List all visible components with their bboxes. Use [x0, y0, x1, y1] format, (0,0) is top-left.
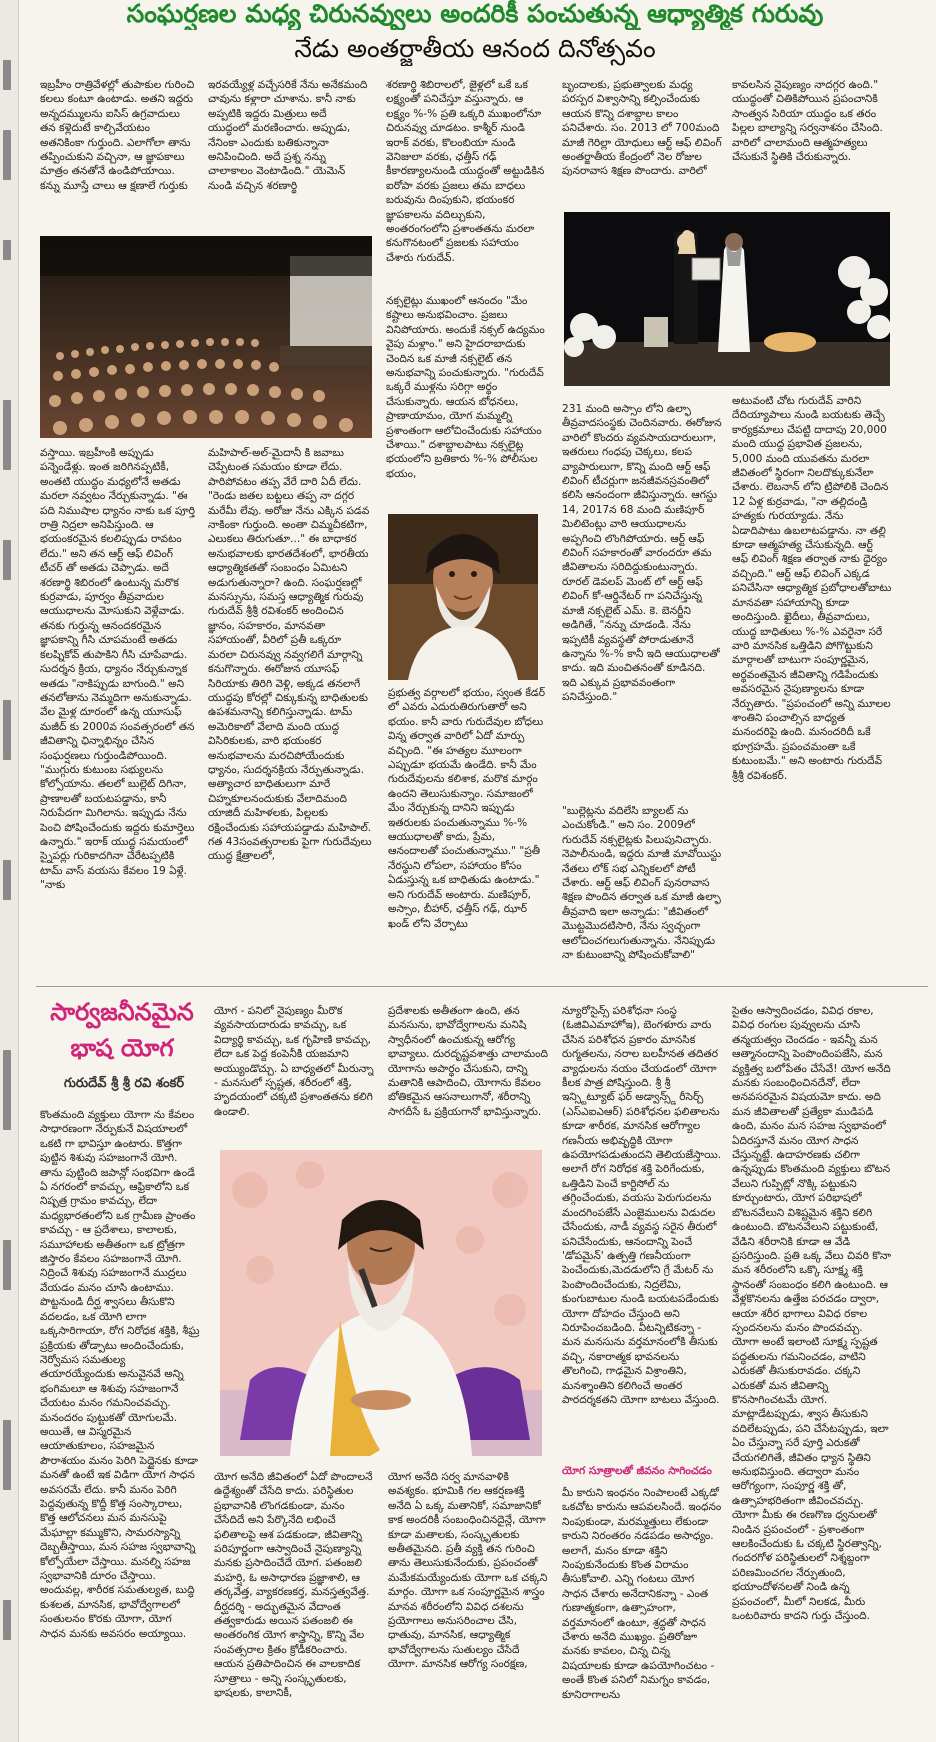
headline-sub: నేడు అంతర్జాతీయ ఆనంద దినోత్సవం	[294, 34, 656, 63]
yoga-column-2-top: యోగ - పనిలో నైపుణ్యం మీరొక వ్యవసాయదారుడు కావచ్చు, ఒక విద్యార్థి కావచ్చు, ఒక గృహిణి కావచ్చు, లేదా ఒక పెద్ద కంపెనీకి యజమాని అయ్యుండొచ్చు. ఏ బాధ్యతలో మీరున్నా - మనసులో స్పష్టత, శరీరంలో శక్తి, హృదయంలో చక్కటి ప్రశాంతతను కలిగి ఉండాలి.	[214, 1005, 374, 1118]
yoga-article-byline: గురుదేవ్ శ్రీ శ్రీ రవి శంకర్	[63, 1076, 185, 1091]
yoga-column-1: కొంతమంది వ్యక్తులు యోగా ను కేవలం సాధారణంగా నేర్పుకునే విషయాలలో ఒకటి గా భావిస్తూ ఉంటారు. కొత్తగా పుట్టిన శిశువు సహజంగానే యోగి. తాను పుట్టింది జపాన్లో సంభవిగా ఉండే ఏ నగరంలో కావచ్చు, ఆఫ్రికాలోని ఒక నిష్పత్ర గ్రామం కావచ్చు, లేదా మధ్యభారతంలోని ఒక గ్రామీణ ప్రాంతం కావచ్చు - ఆ ప్రదేశాలు, కాలాలకు, సమూహాలకు అతీతంగా ఒక ట్రోత్రగా జిస్తారం కేవలం సహజంగానే యోగి. నిద్రించే శిశువు సహజంగానే ముద్రలు వేయడం మనం చూసి ఉంటాము. పొట్టనుండి దీర్ఘ శ్వాసలు తీసుకొని వదలడం, ఒక యోగి లాగా ఒక్కసారిగాయా, రోగ నిరోధక శక్తికి, శీఘ్ర ప్రక్రియకు తోడ్పాటు అందించేందుకు, నెర్వోమస సమతుల్య తయారయ్యేందుకు అనువైనవే అన్ని భంగిమలూ ఆ శిశువు సహజంగానే చేయటం మనం గమనించవచ్చు. మనందరం పుట్టుకతో యోగులమే. అయితే, ఆ విస్మరమైన ఆయాతుకూలం, సహజమైన పౌరాశయం మనం పెరిగి పెద్దైనకు కూడా మనతో ఉంటే ఇక విడిగా యోగ సాధన అవసరమే లేదు. కానీ మనం పెరిగి పెద్దవుతున్న కొద్దీ కొత్త సంస్కారాలు, కొత్త ఆలోచనలు మన మనసుపై మేఘాల్లా కమ్ముకొని, సామరస్యాన్ని దెబ్బతీస్తాయి, మన సహజ స్వభావాన్ని కోల్పోయేలా చేస్తాయి. మనల్ని సహజ స్వభావానికి దూరం చేస్తాయి. అందువల్ల, శారీరక సమతుల్యత, బుద్ధి కుశలత, మానసిక, భావోద్వేగాలలో సంతులనం కొరకు యోగా, యోగ సాధన మనకు అవసరం అయ్యాయి.	[40, 1109, 200, 1640]
section-divider	[36, 986, 928, 987]
article-column-2-mid: మహిపాల్-అల్-మైదానీ కి జవాబు చెప్పేటంత సమయం కూడా లేదు. పారిపోవటం తప్ప వేరే దారి ఏదీ లేదు. "రెండు జతల బట్టలు తప్ప నా దగ్గర మరేమీ లేవు. అరోజు నేను ఎక్కిన పడవ నాకింకా గుర్తుంది. అంతా చిమ్మచీకటిగా, ఎలుకలు తిరుగుతూ..." ఈ బాధాకర అనుభవాలకు భారతదేశంలో, భారతీయ ఆధ్యాత్మికతతో సంబంధం ఏమిటని అడుగుతున్నారా? ఉంది. సంఘర్షణల్లో మనస్సును, సమస్త ఆధ్యాత్మిక గురువు గురుదేవ్ శ్రీశ్రీ రవిశంకర్ అందించిన జ్ఞానం, సహకారం, మానవతా సహాయంతో, వీరిలో ప్రతీ ఒక్కరూ మరలా చిరునవ్వు నవ్వగలిగే మార్గాన్ని కనుగొన్నారు. ఈరోజున యూసఫ్ సిరియాకు తిరిగి వెళ్లి, అక్కడ తనలాగే యుద్ధపు కోరల్లో చిక్కుకున్న బాధితులకు ఉపశమనాన్ని కలిగిస్తున్నాడు. టామ్ అమెరికాలో వేలాది మంది యుద్ధ విసిరికులకు, వారి భయంకర అనుభవాలను మరచిపోయేందుకు ధ్యానం, సుదర్శనక్రియ నేర్పుతున్నాడు. అత్యాచార బాధితులుగా మారే చిహ్నకూలనందుకుకు వేలాదిమంది యాజిదీ మహిళలకు, పిల్లలకు రక్షించేందుకు సహాయపడ్డాడు మహిపాల్. గత 43సంవత్సరాలకు పైగా గురుదేవులు యుద్ధ క్షేత్రాలలో,	[208, 447, 372, 863]
article-column-5-top: కావలసిన నైపుణ్యం నాదగ్గర ఉంది." యుద్ధంతో చితికిపోయిన ప్రపంచానికి సాంత్వన సిరియా యుద్ధం ఒక తరం పిల్లల బాల్యాన్ని సర్వనాశనం చేసింది. వారిలో చాలామంది ఆత్మహత్యలు చేసుకునే స్థితికి చేరుకున్నారు.	[732, 79, 883, 164]
yoga-column-5: సైతం ఆస్వాదించడం, వివిధ రకాల, వివిధ రంగుల పువ్వులను చూసి తన్మయత్వం చెందడం - ఇవన్నీ మన ఆత్మానందాన్ని పెంపొందింపజేసి, మన వ్యక్తిత్వ బలోపేతం చేసేవే! యోగ అనేది మనకు సంబంధించినదేనో, లేదా అనవసరమైన విషయమో కాదు. అది మన జీవితాలతో ప్రత్యేకా ముడిపడి ఉంది, మనం మన సహజ స్వభావంలో ఏదిరస్తూనే మనం యోగ సాధన చేస్తున్నట్టే. ఉదాహరణకు చలిగా ఉన్నప్పుడు కొంతమంది వ్యక్తులు బొటన వేలుని గుప్పిట్లో నొక్కి పట్టుకుని కూర్చుంటారు, యోగ పరిభాషలో బొటనవేలుని విశిష్టమైన శక్తిని కలిగి ఉంటుంది. బొటనవేలుని పట్టుకుంటే, వేడిని శరీరానికి కూడా ఆ వేడి ప్రసరిస్తుంది. ప్రతి ఒక్క వేలు చివరి కొనా మన శరీరంలోని ఒక్కొ సూక్ష్మ శక్తి స్థానంతో సంబంధం కలిగి ఉంటుంది. ఆ వేళ్లకొనలను ఉత్తేజ పరచడం ద్వారా, ఆయా శరీర భాగాలు వివిధ రకాల స్పందనలను మనం పొందవచ్చు. యోగా అంటే ఇలాంటి సూక్ష్మ స్పష్టత పద్ధతులను గమనించడం, వాటిని ఎరుకతో తీసుకురావడం. చక్కని ఎరుకతో మన జీవితాన్ని కొనసాగించటమే యోగ. మాట్లాడేటప్పుడు, శ్వాస తీసుకుని వదిలేటప్పుడు, పని చేసేటప్పుడు, ఇలా ఏం చేస్తున్నా సరే పూర్తి ఎరుకతో చేయగలిగితే, జీవితం ధ్యాన స్థితిని అనుభవిస్తుంది. తద్వారా మనం ఆరోగ్యంగా, సంపూర్ణ శక్తి తో, ఉత్సాహభరితంగా జీవించవచ్చు. యోగా మీకు ఈ రణగొణ ధ్వనులతో నిండిన ప్రపంచంలో - ప్రశాంతంగా ఆలకించేందుకు ఓ చక్కటి స్థిరత్వాన్ని, గందరగోళ పరిస్థితులలో నిశ్శబ్దంగా పరిణమించగల నేర్పుతుంది, భయాందోళనలతో నిండి ఉన్న ప్రపంచంలో, మీలో నిలకడ, మీరు ఒంటరివారు కాదని గుర్తు చేస్తుంది.	[732, 1005, 892, 1623]
yoga-subheading: యోగ సూత్రాలతో జీవనం సాగించడం	[562, 1465, 712, 1477]
yoga-column-3-top: ప్రదేశాలకు అతీతంగా ఉంది, తన మనసును, భావోద్వేగాలను మనిషి స్వాధీనంలో ఉంచుకున్న ఆరోగ్య భావ్యాలు. దురదృష్టవశాత్తు చాలామంది యోగాను అపార్థం చేసుకుని, దాన్ని మతానికి ఆపాదించి, యోగాను కేవలం బోతికమైన ఆసనాలుగానో, శరీరాన్ని సాగదీసే ఓ ప్రక్రియగానో భావిస్తున్నారు.	[388, 1005, 548, 1118]
article-column-4-top: బృందాలకు, ప్రభుత్వాలకు మధ్య పరస్పర విశ్వాసాన్ని కల్పించేందుకు ఆయన కొన్ని దశాబ్దాల కాలం పనిచేశారు. సం. 2013 లో 700మంది మాజీ గెరిల్లా యోధులు ఆర్ట్ ఆఫ్ లివింగ్ అంతర్జాతీయ కేంద్రంలో నెల రోజుల పునరావాస శిక్షణ పొందారు. వారిలో	[562, 79, 722, 178]
article-column-5-mid: అటువంటి చోట గురుదేవ్ వారిని దేదియ్యాపాలు నుండి బయటకు తెచ్చే కార్యక్రమాలు చేపట్టి దాదాపు 20,000 మంది యుద్ధ ప్రభావిత ప్రజలను, 5,000 మంది యువతను మరలా జీవితంలో స్థిరంగా నిలదొక్కుకునేలా చేశారు. లెబనాన్ లోని ట్రిపోలికి చెందిన 12 ఏళ్ల కుర్రవాడు, "నా తల్లిదండ్రి హత్యకు గురయ్యాడు. నేను ఏడాదిపాటు ఉబలాటపడ్డాను. నా తల్లి కూడా ఆత్మహత్య చేసుకున్నది. ఆర్ట్ ఆఫ్ లివింగ్ శిక్షణ తర్వాత నాకు ధైర్యం వచ్చింది." ఆర్ట్ ఆఫ్ లివింగ్ ఎక్కడ పనిచేసినా ఆధ్యాత్మిక ప్రబోధాలతోబాటు మానవతా సహాయాన్ని కూడా అందిస్తుంది. ఖైదీలు, తీవ్రవాదులు, యుద్ధ బాధితులు %-% ఎవరైనా సరే వారి మానసిక ఒత్తిడిని పోగొట్టుకుని మార్గాలతో బాటుగా సంపూర్ణమైన, అర్థవంతమైన జీవితాన్ని గడిపేందుకు అవసరమైన నైపుణ్యాలను కూడా నేర్పుతారు. "ప్రపంచంలో అన్ని మూలల శాంతిని పంచాల్సిన బాధ్యత మనందరిపై ఉంది. మనందరిదీ ఒకే భూగ్రహమే. ప్రపంచమంతా ఒకే కుటుంబమే." అని అంటారు గురుదేవ్ శ్రీశ్రీ రవిశంకర్.	[732, 395, 892, 782]
award-ceremony-photo	[564, 212, 890, 386]
article-column-3-top: శరణార్థి శిబిరాలలో, జైళ్లలో ఒకే ఒక లక్ష్యంతో పనిచేస్తూ వస్తున్నారు. ఆ లక్ష్యం %-% ప్రతి ఒక్కరి ముఖంలోనూ చిరునవ్వు చూడటం. కాశ్మీర్ నుండి ఇరాక్ వరకు, కొలంబియా నుండి వెనిజులా వరకు, ఛత్తీస్ గఢ్ కీకారణ్యాలనుండి యుద్ధంతో అట్టుడికిన ఐరోపా వరకు ప్రజలు తమ బాధలు బరువును దింపుకుని, భయంకర జ్ఞాపకాలను వదిల్చుకుని, అంతరంగంలోని ప్రశాంతతను మరలా కనుగొనటంలో ప్రజలకు సహాయం చేశారు గురుదేవ్.	[386, 79, 545, 264]
article-column-4-lower: "బుల్లెట్లను వదిలేసి బ్యాలట్ ను ఎంచుకోండి." అని సం. 2009లో గురుదేవ్ నక్సలైట్లకు పిలుపునిచ్చారు. నెపాలీనుండి, ఇద్దరు మాజీ మావోయిస్టు నేతలు లోక్ సభ ఎన్నికలలో పోటీ చేశారు. ఆర్ట్ ఆఫ్ లివింగ్ పునరావాస శిక్షణ పొందిన తర్వాత ఒక మాజీ ఉల్ఫా తీవ్రవాది ఇలా అన్నాడు: "జీవితంలో మొట్టమొదటిసారి, నేను స్వచ్ఛంగా ఆలోచించగలుగుతున్నాను. నేనిప్పుడు నా కుటుంబాన్ని పోషించుకోవాలి"	[562, 805, 722, 962]
audience-photo	[40, 236, 372, 438]
adjacent-page-edge	[0, 0, 19, 1742]
article-column-3-lower: ప్రభుత్వ వర్గాలలో భయం, స్వంత కేడర్ లో ఎవరు ఎదురుతిరుగుతారో అని భయం. కానీ వారు గురుదేవుల బోధలు విన్న తర్వాత వారిలో ఏదో మార్పు వచ్చింది. "ఈ హత్యల మూలంగా ఎప్పుడూ భయమే ఉండేది. కానీ మేం గురుదేవులను కలిశాక, మరొక మార్గం ఉందని తెలుసుకున్నాం. సమాజంలో మేం నేర్చుకున్న దానిని ఇప్పుడు ఇతరులకు పంచుతున్నాము %-% ఆయుధాలతో కాదు, ప్రేమ, ఆనందాలతో పంచుతున్నాము." "ప్రతీ నేరస్థుని లోపలా, సహాయం కోసం ఏడుస్తున్న ఒక బాధితుడు ఉంటాడు." అని గురుదేవ్ అంటారు. మణిపూర్, అస్సాం, బీహార్, ఛత్తీస్ గఢ్, ఝార్ ఖండ్ లోని వేర్పాటు	[388, 687, 546, 930]
article-column-4-mid: 231 మంది అస్సాం లోని ఉల్ఫా తీవ్రవాదసంస్థకు చెందినవారు. ఈరోజున వారిలో కొందరు వ్యవసాయదారులుగా, ఇతరులు గంధపు చెక్కలు, కలప వ్యాపారులుగా, కొన్ని మంది ఆర్ట్ ఆఫ్ లివింగ్ టీచర్లుగా జనజీవనస్రవంతిలో కలిసి ఆనందంగా జీవిస్తున్నారు. ఆగస్టు 14, 2017న 68 మంది మణిపూర్ మిలిటెంట్లు వారి ఆయుధాలను అప్పగించి లొంగిపోయారు. ఆర్ట్ ఆఫ్ లివింగ్ సహకారంతో వారందరూ తమ జీవితాలను సరిదిద్దుకుంటున్నారు. రూరల్ డెవలప్ మెంట్ లో ఆర్ట్ ఆఫ్ లివింగ్ కో-ఆర్డినేటర్ గా పనిచేస్తున్న మాజీ నక్సలైట్ ఎమ్. కె. బెనర్జీని అడిగితే, "నన్ను చూడండి. నేను ఇప్పటికీ వ్యవస్థతో పోరాడుతూనే ఉన్నాను %-% కానీ ఇది ఆయుధాలతో కాదు. ఇది మంచితనంతో కూడినది. ఇది ఎక్కువ ప్రభావవంతంగా పనిచేస్తుంది."	[562, 403, 722, 704]
article-column-3-mid: నక్సలైట్లు ముఖంలో ఆనందం "మేం కష్టాలు అనుభవించాం. ప్రజలు వినిపోయారు. అందుకే నక్సల్ ఉద్యమం వైపు మళ్లాం." అని హైదరాబాదుకు చెందిన ఒక మాజీ నక్సలైట్ తన అనుభవాన్ని పంచుకున్నారు. "గురుదేవ్ ఒక్కరే ముళ్లను సరిగ్గా అర్థం చేసుకున్నారు. ఆయన బోధనలు, ప్రాణాయామం, యోగ మమ్మల్ని ప్రశాంతంగా ఆలోచించేందుకు సహాయం చేశాయి." దశాబ్దాలపాటు నక్సలైట్ల భయంలోని బ్రతికారు %-% పోలీసుల భయం,	[386, 295, 545, 480]
gurudev-meditation-photo	[220, 1150, 542, 1456]
yoga-article-title: సార్వజనీనమైన భాష యోగ	[50, 998, 194, 1062]
article-column-2-top: ఇరవయ్యేళ్ల వచ్చేసరికే నేను అనేకమంది చావును కళ్లారా చూశాను. కానీ నాకు అప్పటికి ఇద్దరు మిత్రులు అదే యుద్ధంలో మరణించారు. అప్పుడు, నేనింకా ఎందుకు బతికున్నానా అనిపించింది. అదే ప్రశ్న నన్ను చాలాకాలం వెంటాడింది." యెమెన్ నుండి వచ్చిన శరణార్థి	[208, 79, 368, 192]
yoga-column-4-after: మీ కారుని ఇంధనం నింపాలంటే ఎక్కడో ఒకచోట కారును ఆపవలసిందే. ఇంధనం నింపుకుండా, మరమ్మత్తులు లేకుండా కారుని నిరంతరం నడపడం అసాధ్యం. అలాగే, మనం కూడా శక్తిని నింపుకునేందుకు కొంత విరామం తీసుకోవాలి. ఎన్ని గంటలు యోగ సాధన చేశారు అనేదానికన్నా - ఎంత గుణాత్మకంగా, ఉత్సాహంగా, వర్తమానంలో ఉంటూ, శ్రద్ధతో సాధన చేశారు అనేది ముఖ్యం. ప్రతిరోజూ మనకు కావలం, చిన్న చిన్న విషయాలకు కూడా ఉపయోగించటం - అంతే కొంత పనిలో నిమగ్నం కావడం, కూనిరాగాలను	[562, 1487, 722, 1701]
article-column-1-top: ఇబ్రహీం రాత్రివేళల్లో తుపాకుల గురించి కలలు కంటూ ఉంటాడు. అతని ఇద్దరు అన్నదమ్ములను ఐసిస్ ఉగ్రవాదులు తన కళ్లెదుటే కాల్చివేయటం అతనికింకా గుర్తుంది. ఎలాగోలా తాను తప్పించుకుని వచ్చినా, ఆ జ్ఞాపకాలు మాత్రం తనతోనే ఉండిపోయాయి. కన్ను మూస్తే చాలు ఆ క్షణాలే గుర్తుకు	[40, 79, 195, 192]
yoga-column-3-bottom: యోగ అనేది సర్వ మానవాళికి అవశ్యకం. భూమికి గల ఆకర్షణశక్తి అనేది ఏ ఒక్క మతానికో, సమాజానికో కాక అందరికీ సంబంధించినదైన్లే, యోగా కూడా మతాలకు, సంస్కృతులకు అతీతమైనది. ప్రతీ వ్యక్తి తన గురించి తాను తెలుసుకునేందుకు, ప్రపంచంతో మమేకమయ్యేందుకు యోగా ఒక చక్కని మార్గం. యోగా ఒక సంపూర్ణమైన శాస్త్రం మానవ శరీరంలోని వివిధ దశలను ప్రయోగాలు అనుసరించాల చేసి, ధాతువు, మానసిక, ఆధ్యాత్మిక భావోద్వేగాలను సుతుల్యం చేసేదే యోగా. మానసిక ఆరోగ్య సంరక్షణ,	[388, 1471, 548, 1671]
headline-main: సంఘర్షణల మధ్య చిరునవ్వులు అందరికీ పంచుతున్న ఆధ్యాత్మిక గురువు	[126, 0, 824, 28]
article-column-1-mid: వస్తాయి. ఇబ్రహీంకి అప్పుడు పన్నెండేళ్లు. ఇంత జరిగినప్పటికీ, అంతటి యుద్ధం మధ్యలోనే అతడు మరలా నవ్వటం నేర్చుకున్నాడు. "ఈ పది నిముషాల ధ్యానం నాకు ఒక పూర్తి రాత్రి నిద్రలా అనిపిస్తుంది. ఆ భయంకరమైన కలలిప్పుడు రావటం లేదు." అని తన ఆర్ట్ ఆఫ్ లివింగ్ టీచర్ తో అతడు చెప్పాడు. అదే శరణార్థి శిబిరంలో ఉంటున్న మరొక కుర్రవాడు, పూర్వం తీవ్రవాదుల ఆయుధాలను మోసుకుని వెళ్లేవాడు. తనకు గుర్తున్న ఆనందకరమైన జ్ఞాపకాన్ని గీసి చూపమంటే అతడు కలష్నికోవ్ తుపాకిని గీసి చూపేవాడు. సుదర్శన క్రియ, ధ్యానం నేర్చుకున్నాక అతడు "నాకిప్పుడు బాగుంది." అని తనలోతాను నెమ్మదిగా అనుకున్నాడు. వేల మైళ్ల దూరంలో ఉన్న యూసుఫ్ మజీద్ కు 2000వ సంవత్సరంలో తన జీవితాన్ని ఛిన్నాభిన్నం చేసిన సంఘర్షణలు గుర్తుండిపోయింది. "ముగ్గురు కుటుంబ సభ్యులను కోల్పోయాను. తలలో బుల్లెట్ దిగినా, ప్రాణాలతో బయటపడ్డాను, కానీ నిరుపేదగా మిగిలాను. ఇప్పుడు నేను పెంచి పోషించేందుకు ఇద్దరు కుమార్తెలు ఉన్నారు." ఇరాక్ యుద్ధ సమయంలో స్నైపర్లు గురికాదగినా చేరేటప్పటికి టామ్ వాస్ వయసు కేవలం 19 ఏళ్లే. "నాకు	[40, 447, 195, 892]
yoga-column-4: న్యూరోసైన్స్ పరిశోధనా సంస్థ (ఓజివిఎమాహోఇ), బెంగళూరు వారు చేసిన పరిశోధన ప్రకారం మానసిక రుగ్మతలను, నరాల బలహీనత తదితర వ్యాధులను నయం చేయడంలో యోగా కీలక పాత్ర పోషిస్తుంది. శ్రీ శ్రీ ఇన్స్టిట్యూట్ ఫర్ అడ్వాన్స్డ్ రీసెర్చ్ (ఎస్ఎఐఎఆర్) పరిశోధనల ఫలితాలను కూడా శారీరక, మానసిక ఆరోగ్యాల గణనీయ అభివృద్ధికి యోగా ఉపయోగపడుతుందని తెలియజేస్తాయి. అలాగే రోగ నిరోధక శక్తి పెరిగేందుకు, ఒత్తిడిని పెంచే కార్టిసోల్ ను తగ్గించేందుకు, వయసు పెరుగుదలను మందగింపజేసే ఎంజైములను విడుదల చేసేందుకు, నాడీ వ్యవస్థ సరైన తీరులో పనిచేసేందుకు, ఆనందాన్ని పెంచే 'డోపమైన్' ఉత్పత్తి గణనీయంగా పెంచేందుకు,మెదడులోని గ్రే మేటర్ ను పెంపొందించేందుకు, నిద్రలేమి, కుంగుబాటుల నుండి బయటపడేందుకు యోగా దోహదం చేస్తుంది అని నిరూపించబడింది. వీటన్నిటికన్నా - మన మనసును వర్తమానంలోకి తీసుకు వచ్చి, నకారాత్మక భావనలను తొలగించి, గాఢమైన విశ్రాంతిని, మనశ్శాంతిని కలిగించే అంతర పారదర్శకతని యోగా బాటలు వేస్తుంది.	[562, 1005, 722, 1406]
gurudev-portrait-photo	[388, 514, 538, 680]
yoga-column-2-bottom: యోగ అనేది జీవితంలో ఏదో పొందాలనే ఉద్దేశ్యంతో చేసేది కాదు. పరిస్థితుల ప్రభావానికి లొంగడకుండా, మనం చేసేదిదే అని పేర్కొనేది లభించే ఫలితాలపై ఆశ పడకుండా, జీవితాన్ని పరిపూర్ణంగా ఆస్వాదించే నైపుణ్యాన్ని మనకు ప్రసాదించేదే యోగ. పతంజలి మహర్షి, ఓ అసాధారణ ప్రజ్ఞాశాలి, ఆ తర్కవేత్త, వ్యాకరణకర్త, మనస్తత్వవేత్త. దీర్ఘదర్శి - అద్భుతమైన వేదాంత తత్వకారుడు అయిన పతంజలి ఈ అంతరంగిక యోగ శాస్త్రాన్ని, కొన్ని వేల సంవత్సరాల క్రితం క్రోడీకరించారు. ఆయన ప్రతిపాదించిన ఈ వాలకాదిక సూత్రాలు - అన్ని సంస్కృతులకు, భాషలకు, కాలానికీ,	[214, 1471, 373, 1700]
